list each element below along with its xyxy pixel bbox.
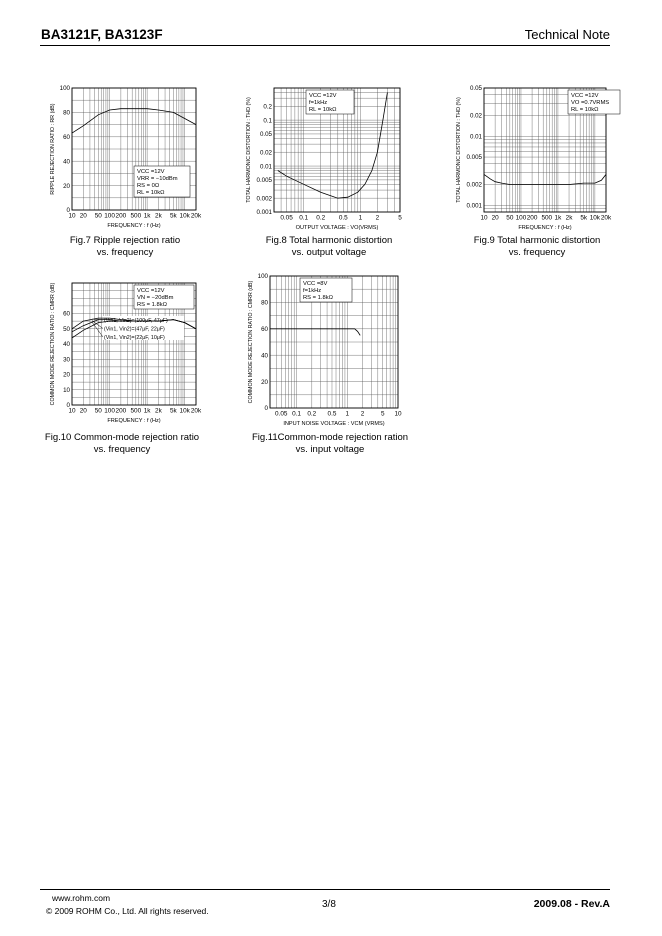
- fig7-caption-line2: vs. frequency: [96, 246, 154, 258]
- fig11-legend-item: VCC =8V: [303, 281, 328, 287]
- fig7-legend-item: RS = 0Ω: [137, 183, 160, 189]
- fig10-x-tick-label: 5k: [170, 407, 177, 415]
- fig10-annotation: (Vin1, Vin2)=(100μF, 47μF): [104, 318, 168, 324]
- fig7-y-tick-label: 20: [63, 182, 70, 190]
- fig7-legend-item: RL = 10kΩ: [137, 190, 165, 196]
- fig7-x-tick-label: 10: [68, 212, 76, 220]
- fig10-x-tick-label: 1k: [143, 407, 151, 415]
- fig7-svg: [30, 80, 210, 235]
- fig10-y-tick-label: 40: [63, 341, 70, 349]
- fig9-x-tick-label: 100: [515, 214, 527, 222]
- fig8-y-axis-label: TOTAL HARMONIC DISTORTION : THD (%): [246, 97, 252, 203]
- fig7-caption-line1: Fig.7 Ripple rejection ratio: [69, 235, 181, 246]
- fig8-svg: [240, 80, 420, 235]
- fig8-y-tick-label: 0.002: [256, 195, 272, 203]
- fig7-x-tick-label: 10k: [179, 212, 190, 220]
- fig8-caption: [229, 235, 429, 258]
- technical-note-label: Technical Note: [524, 27, 610, 42]
- fig7-y-tick-label: 80: [63, 109, 70, 117]
- fig9-y-tick-label: 0.05: [469, 85, 482, 93]
- fig9-y-tick-label: 0.002: [466, 181, 482, 189]
- fig11-y-tick-label: 20: [261, 378, 268, 386]
- fig7-x-tick-label: 2k: [155, 212, 162, 220]
- fig8-x-tick-label: 0.5: [338, 214, 348, 222]
- fig10-y-tick-label: 50: [63, 325, 70, 333]
- fig9-x-tick-label: 50: [506, 214, 514, 222]
- fig10-legend-item: VN = −20dBm: [137, 295, 174, 301]
- chart-fig8: [240, 80, 420, 235]
- fig11-series-line: [270, 329, 360, 336]
- fig9-x-tick-label: 5k: [580, 214, 588, 222]
- fig10-x-tick-label: 2k: [155, 407, 162, 415]
- fig10-x-tick-label: 10: [68, 407, 76, 415]
- fig8-x-tick-label: 1: [358, 214, 363, 222]
- fig7-y-tick-label: 40: [63, 158, 70, 166]
- fig8-y-tick-label: 0.05: [259, 131, 272, 139]
- chart-fig10: [30, 275, 210, 430]
- fig7-x-tick-label: 500: [130, 212, 142, 220]
- fig9-x-tick-label: 2k: [565, 214, 573, 222]
- fig8-x-tick-label: 0.2: [316, 214, 326, 222]
- fig9-x-axis-label: FREQUENCY : f (Hz): [518, 225, 572, 231]
- fig10-y-tick-label: 10: [63, 386, 70, 394]
- fig10-y-tick-label: 60: [63, 310, 70, 318]
- fig7-x-tick-label: 5k: [170, 212, 177, 220]
- fig11-x-tick-label: 5: [380, 410, 385, 418]
- fig8-x-tick-label: 0.05: [280, 214, 293, 222]
- fig10-x-tick-label: 20: [79, 407, 87, 415]
- fig9-legend-item: VCC =12V: [571, 93, 599, 99]
- fig11-x-tick-label: 0.1: [292, 410, 301, 418]
- fig9-caption: [437, 235, 637, 258]
- footer-copyright: © 2009 ROHM Co., Ltd. All rights reserved.: [46, 906, 209, 916]
- fig8-y-tick-label: 0.2: [263, 103, 272, 111]
- fig10-caption-line1: Fig.10 Common-mode rejection ratio: [44, 432, 200, 443]
- fig10-y-axis-label: COMMON MODE REJECTION RATIO : CMRR (dB): [50, 282, 56, 406]
- footer-website: www.rohm.com: [52, 893, 111, 903]
- fig7-y-tick-label: 0: [66, 207, 70, 215]
- fig11-x-tick-label: 0.2: [307, 410, 317, 418]
- fig10-y-tick-label: 20: [63, 371, 70, 379]
- fig8-y-tick-label: 0.001: [256, 209, 272, 217]
- fig10-y-tick-label: 30: [63, 356, 70, 364]
- fig10-caption: [22, 432, 222, 455]
- fig8-legend-item: RL = 10kΩ: [309, 107, 337, 113]
- fig9-caption-line2: vs. frequency: [508, 246, 566, 258]
- revision-label: 2009.08 - Rev.A: [533, 898, 610, 910]
- fig11-caption-line1: Fig.11Common-mode rejection ration: [251, 432, 409, 443]
- fig11-y-tick-label: 0: [264, 405, 268, 413]
- fig10-x-tick-label: 10k: [179, 407, 190, 415]
- fig8-y-tick-label: 0.01: [259, 163, 272, 171]
- fig9-y-tick-label: 0.01: [469, 133, 482, 141]
- fig7-x-tick-label: 200: [115, 212, 127, 220]
- fig11-y-tick-label: 80: [261, 299, 268, 307]
- fig9-caption-line1: Fig.9 Total harmonic distortion: [473, 235, 601, 246]
- fig9-x-tick-label: 10k: [589, 214, 601, 222]
- fig10-svg: [30, 275, 210, 430]
- fig7-y-tick-label: 60: [63, 134, 70, 141]
- fig10-y-tick-label: 0: [66, 402, 70, 410]
- fig11-x-tick-label: 0.05: [275, 410, 288, 418]
- fig9-x-tick-label: 20: [491, 214, 499, 222]
- header-divider: [40, 45, 610, 46]
- fig11-legend-item: RS = 1.8kΩ: [303, 295, 333, 301]
- fig11-caption-line2: vs. input voltage: [295, 443, 365, 455]
- fig11-y-tick-label: 40: [261, 352, 268, 360]
- fig10-annotation: (Vin1, Vin2)=(47μF, 22μF): [104, 326, 165, 333]
- fig9-svg: [450, 80, 630, 235]
- fig11-legend-item: f=1kHz: [303, 288, 322, 294]
- fig7-x-axis-label: FREQUENCY : f (Hz): [107, 223, 161, 229]
- fig7-legend-item: VRR = −10dBm: [137, 176, 178, 182]
- fig10-legend-item: RS = 1.8kΩ: [137, 302, 167, 308]
- fig7-x-tick-label: 50: [94, 212, 102, 220]
- fig11-y-tick-label: 100: [257, 273, 268, 281]
- chart-fig7: [30, 80, 210, 235]
- fig10-x-tick-label: 500: [130, 407, 142, 415]
- fig8-x-axis-label: OUTPUT VOLTAGE : VO(VRMS): [295, 225, 379, 231]
- fig7-x-tick-label: 1k: [143, 212, 151, 220]
- fig10-annotation: (Vin1, Vin2)=(22μF, 10μF): [104, 335, 165, 341]
- fig9-y-tick-label: 0.001: [466, 202, 482, 210]
- document-title: BA3121F, BA3123F: [41, 27, 163, 42]
- fig8-y-tick-label: 0.1: [263, 117, 272, 125]
- fig9-x-tick-label: 10: [480, 214, 488, 222]
- fig10-x-axis-label: FREQUENCY : f (Hz): [107, 418, 161, 424]
- fig8-x-tick-label: 5: [398, 214, 402, 222]
- fig9-y-axis-label: TOTAL HARMONIC DISTORTION : THD (%): [456, 97, 462, 203]
- fig9-x-tick-label: 20k: [600, 214, 612, 222]
- fig10-x-tick-label: 20k: [190, 407, 202, 415]
- fig11-x-tick-label: 0.5: [327, 410, 337, 418]
- fig10-x-tick-label: 50: [94, 407, 102, 415]
- fig10-legend-item: VCC =12V: [137, 288, 165, 294]
- fig7-x-tick-label: 20k: [190, 212, 202, 220]
- fig11-caption: [230, 432, 430, 455]
- chart-fig9: [450, 80, 630, 235]
- fig8-x-tick-label: 0.1: [299, 214, 309, 222]
- fig9-series-line: [484, 174, 606, 184]
- page-number: 3/8: [322, 899, 336, 910]
- fig8-y-tick-label: 0.005: [256, 177, 272, 185]
- fig9-legend-item: VO =0.7VRMS: [571, 100, 610, 106]
- fig7-y-tick-label: 100: [59, 85, 70, 93]
- fig8-legend-item: f=1kHz: [309, 100, 328, 106]
- fig10-x-tick-label: 200: [115, 407, 127, 415]
- fig9-legend-item: RL = 10kΩ: [571, 107, 599, 113]
- fig9-x-tick-label: 500: [541, 214, 553, 222]
- fig9-x-tick-label: 1k: [554, 214, 562, 222]
- fig7-legend-item: VCC =12V: [137, 169, 165, 175]
- fig9-y-tick-label: 0.005: [466, 154, 482, 162]
- fig9-x-tick-label: 200: [526, 214, 538, 222]
- fig11-svg: [240, 268, 420, 430]
- fig8-x-tick-label: 2: [375, 214, 380, 222]
- fig8-caption-line1: Fig.8 Total harmonic distortion: [265, 235, 393, 246]
- fig7-x-tick-label: 20: [79, 212, 87, 220]
- fig11-y-axis-label: COMMON MODE REJECTION RATIO : CMRR (dB): [248, 280, 254, 404]
- footer-divider: [40, 889, 610, 890]
- chart-fig11: [240, 268, 420, 430]
- fig10-caption-line2: vs. frequency: [93, 443, 151, 455]
- fig8-y-tick-label: 0.02: [259, 149, 272, 157]
- fig7-y-axis-label: RIPPLE REJECTION RATIO : RR (dB): [50, 103, 56, 195]
- fig11-x-tick-label: 1: [345, 410, 350, 418]
- fig11-x-tick-label: 2: [360, 410, 365, 418]
- fig8-legend-item: VCC =12V: [309, 93, 337, 99]
- fig8-caption-line2: vs. output voltage: [291, 246, 367, 258]
- fig11-x-axis-label: INPUT NOISE VOLTAGE : VCM (VRMS): [283, 421, 385, 427]
- fig7-x-tick-label: 100: [104, 212, 115, 220]
- fig10-x-tick-label: 100: [104, 407, 115, 415]
- fig11-x-tick-label: 10: [394, 410, 402, 418]
- fig9-y-tick-label: 0.02: [469, 112, 482, 120]
- fig7-caption: [25, 235, 225, 258]
- fig11-y-tick-label: 60: [261, 326, 268, 333]
